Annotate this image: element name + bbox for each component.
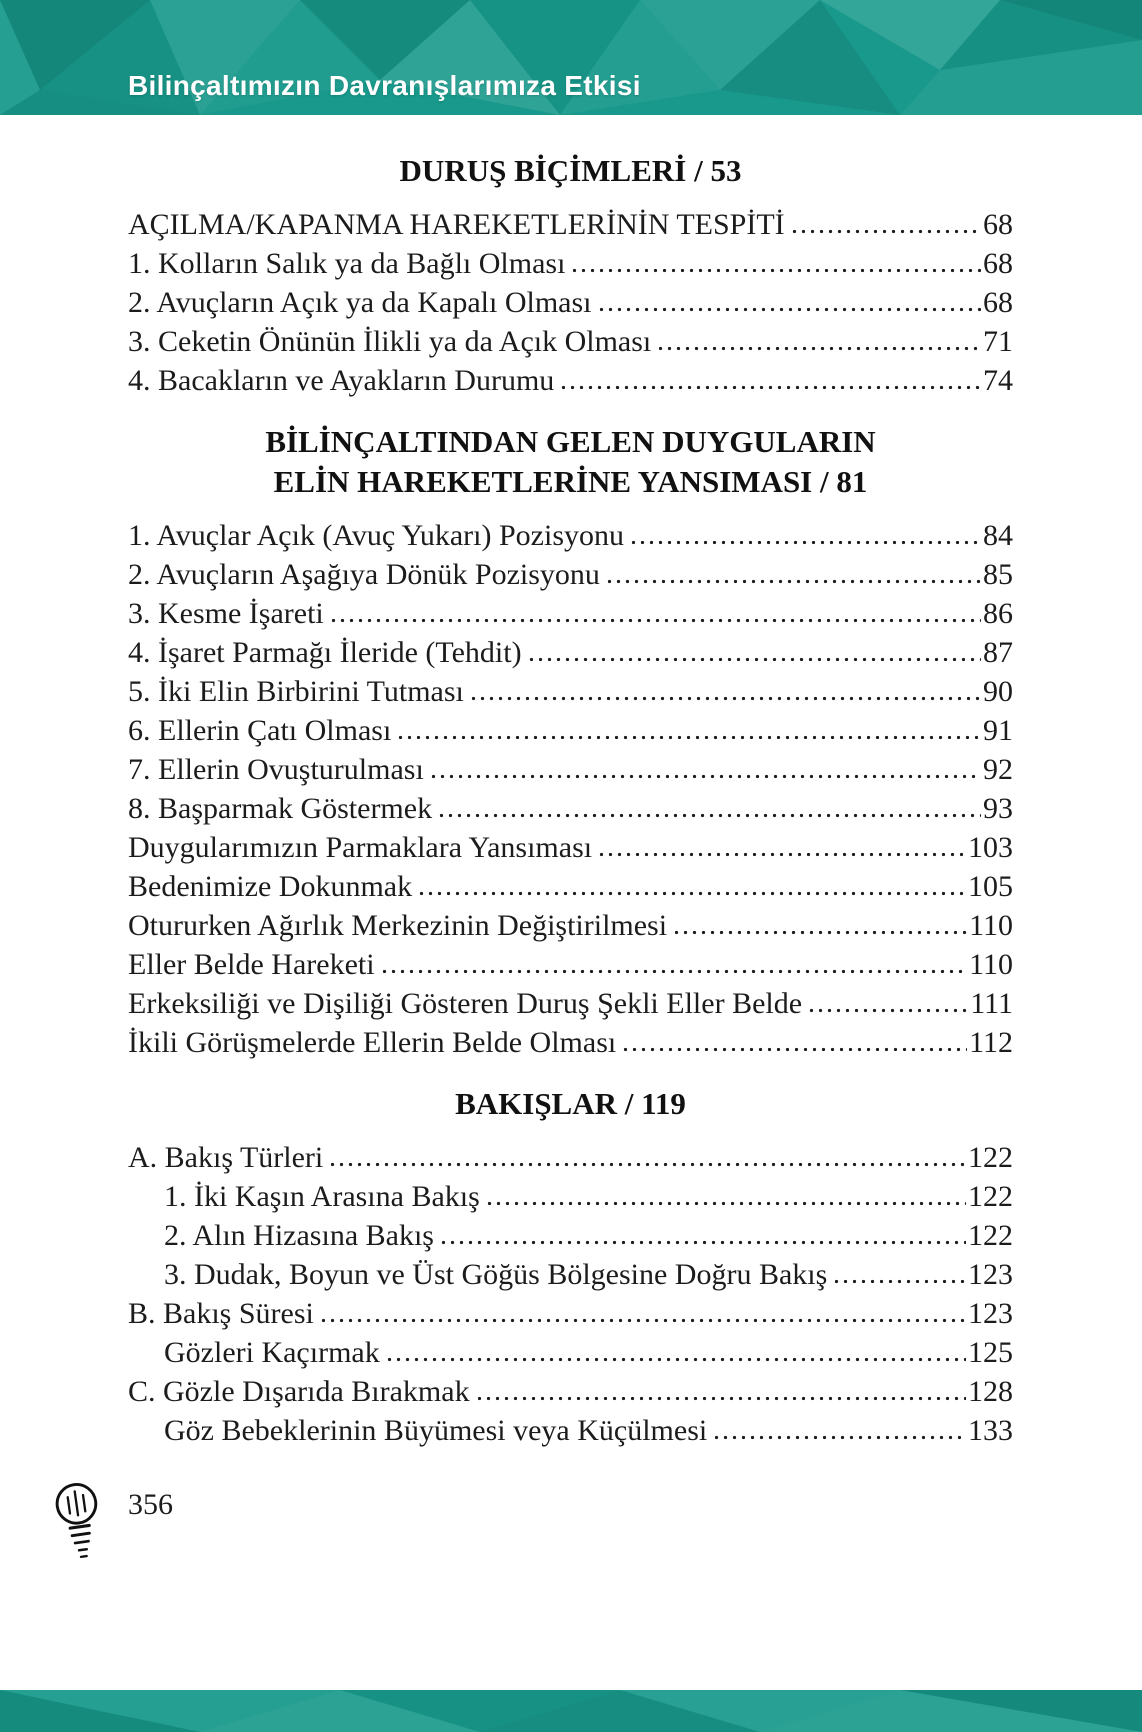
toc-entry	[128, 1372, 1013, 1411]
toc-entry-label: B. Bakış Süresi	[128, 1297, 314, 1330]
toc-entry-page: 85	[983, 558, 1013, 591]
toc-entry	[128, 1138, 1013, 1177]
toc-section-heading: BAKIŞLAR / 119	[455, 1086, 686, 1121]
page-number: 356	[128, 1488, 173, 1521]
toc-section-heading: BİLİNÇALTINDAN GELEN DUYGULARIN ELİN HAREKETLERİNE YANSIMASI / 81	[265, 424, 876, 499]
toc-entry	[128, 1333, 1013, 1372]
toc-entry	[128, 672, 1013, 711]
dot-leader	[570, 244, 981, 283]
toc-entry-label: İkili Görüşmelerde Ellerin Belde Olması	[128, 1026, 617, 1059]
toc-entry	[128, 945, 1013, 984]
toc-entry-page: 86	[983, 597, 1013, 630]
toc-entry-label: A. Bakış Türleri	[128, 1141, 324, 1174]
toc-entry	[128, 322, 1013, 361]
toc-entry-page: 93	[983, 792, 1013, 825]
toc-entry-page: 123	[968, 1297, 1013, 1330]
dot-leader	[656, 322, 981, 361]
toc-entry	[128, 1411, 1013, 1450]
toc-entry-page: 92	[983, 753, 1013, 786]
toc-entry-page: 122	[968, 1141, 1013, 1174]
toc-entry-page: 110	[969, 909, 1013, 942]
dot-leader	[469, 672, 981, 711]
dot-leader	[380, 945, 968, 984]
page-header-band	[0, 0, 1142, 115]
lightbulb-logo-icon	[50, 1476, 108, 1568]
toc-entry-label: AÇILMA/KAPANMA HAREKETLERİNİN TESPİTİ	[128, 208, 785, 241]
toc-entry	[128, 1255, 1013, 1294]
dot-leader	[790, 205, 981, 244]
toc-entry-label: 3. Ceketin Önünün İlikli ya da Açık Olması	[128, 325, 652, 358]
toc-entry-label: 3. Dudak, Boyun ve Üst Göğüs Bölgesine Doğru Bakış	[164, 1258, 828, 1291]
toc-entry-label: 1. İki Kaşın Arasına Bakış	[164, 1180, 480, 1213]
dot-leader	[597, 828, 966, 867]
toc-entry-page: 68	[983, 208, 1013, 241]
toc-entry-label: 2. Avuçların Aşağıya Dönük Pozisyonu	[128, 558, 600, 591]
toc-entry-label: 8. Başparmak Göstermek	[128, 792, 433, 825]
toc-entry	[128, 516, 1013, 555]
toc-entry-page: 122	[968, 1219, 1013, 1252]
toc-entry-label: 2. Avuçların Açık ya da Kapalı Olması	[128, 286, 592, 319]
toc-entry	[128, 1216, 1013, 1255]
toc-entry-label: 7. Ellerin Ovuşturulması	[128, 753, 424, 786]
toc-entry-label: Bedenimize Dokunmak	[128, 870, 413, 903]
toc-entry	[128, 244, 1013, 283]
toc-entry-label: 2. Alın Hizasına Bakış	[164, 1219, 434, 1252]
dot-leader	[712, 1411, 966, 1450]
toc-entry-label: Göz Bebeklerinin Büyümesi veya Küçülmesi	[164, 1414, 708, 1447]
toc-entry-page: 103	[968, 831, 1013, 864]
dot-leader	[629, 516, 981, 555]
toc-entry-label: 5. İki Elin Birbirini Tutması	[128, 675, 464, 708]
dot-leader	[385, 1333, 966, 1372]
toc-entry	[128, 828, 1013, 867]
toc-entry	[128, 711, 1013, 750]
page-bottom-band	[0, 1690, 1142, 1732]
toc-entry-page: 133	[968, 1414, 1013, 1447]
toc-entry	[128, 984, 1013, 1023]
toc-entry-page: 123	[968, 1258, 1013, 1291]
toc-entry	[128, 1177, 1013, 1216]
toc-entry-page: 111	[970, 987, 1013, 1020]
toc-section-heading: DURUŞ BİÇİMLERİ / 53	[399, 153, 742, 188]
dot-leader	[437, 789, 981, 828]
toc-entry-page: 110	[969, 948, 1013, 981]
toc-entry-page: 87	[983, 636, 1013, 669]
dot-leader	[417, 867, 966, 906]
toc-entry-label: 6. Ellerin Çatı Olması	[128, 714, 392, 747]
toc-entry-page: 74	[983, 364, 1013, 397]
page-footer	[0, 1476, 300, 1570]
dot-leader	[319, 1294, 966, 1333]
toc-entry-page: 90	[983, 675, 1013, 708]
toc-entry	[128, 205, 1013, 244]
dot-leader	[559, 361, 981, 400]
toc-entry-label: 1. Avuçlar Açık (Avuç Yukarı) Pozisyonu	[128, 519, 625, 552]
dot-leader	[807, 984, 968, 1023]
toc-entry-page: 68	[983, 286, 1013, 319]
toc-entry-label: 4. Bacakların ve Ayakların Durumu	[128, 364, 555, 397]
toc-entry	[128, 283, 1013, 322]
dot-leader	[429, 750, 981, 789]
dot-leader	[527, 633, 981, 672]
toc-entry	[128, 867, 1013, 906]
dot-leader	[439, 1216, 966, 1255]
toc-entry-label: Gözleri Kaçırmak	[164, 1336, 380, 1369]
toc-entry-page: 122	[968, 1180, 1013, 1213]
toc-entry-label: Eller Belde Hareketi	[128, 948, 375, 981]
toc-entry	[128, 555, 1013, 594]
toc-entry-page: 112	[969, 1026, 1013, 1059]
bottom-geometric-pattern	[0, 1690, 1142, 1732]
toc-entry-label: 4. İşaret Parmağı İleride (Tehdit)	[128, 636, 522, 669]
dot-leader	[605, 555, 981, 594]
dot-leader	[396, 711, 981, 750]
toc-entry	[128, 1023, 1013, 1062]
toc-entry-page: 84	[983, 519, 1013, 552]
toc-entry-label: 1. Kolların Salık ya da Bağlı Olması	[128, 247, 566, 280]
toc-entry-page: 128	[968, 1375, 1013, 1408]
dot-leader	[832, 1255, 966, 1294]
toc-entry	[128, 361, 1013, 400]
toc-entry	[128, 1294, 1013, 1333]
table-of-contents	[0, 115, 1142, 1450]
toc-entry	[128, 789, 1013, 828]
toc-entry	[128, 906, 1013, 945]
dot-leader	[329, 594, 981, 633]
dot-leader	[475, 1372, 966, 1411]
dot-leader	[485, 1177, 966, 1216]
toc-entry-label: Otururken Ağırlık Merkezinin Değiştirilmesi	[128, 909, 668, 942]
toc-entry-page: 91	[983, 714, 1013, 747]
toc-entry-page: 125	[968, 1336, 1013, 1369]
running-header-title: Bilinçaltımızın Davranışlarımıza Etkisi	[128, 70, 641, 101]
dot-leader	[328, 1138, 966, 1177]
dot-leader	[672, 906, 967, 945]
toc-entry	[128, 594, 1013, 633]
toc-entry-page: 105	[968, 870, 1013, 903]
toc-entry	[128, 633, 1013, 672]
toc-entry-page: 71	[983, 325, 1013, 358]
toc-entry-label: Duygularımızın Parmaklara Yansıması	[128, 831, 593, 864]
toc-entry-label: Erkeksiliği ve Dişiliği Gösteren Duruş Şekli Eller Belde	[128, 987, 803, 1020]
toc-entry-page: 68	[983, 247, 1013, 280]
dot-leader	[597, 283, 982, 322]
toc-entry-label: C. Gözle Dışarıda Bırakmak	[128, 1375, 470, 1408]
toc-entry-label: 3. Kesme İşareti	[128, 597, 324, 630]
dot-leader	[621, 1023, 967, 1062]
toc-entry	[128, 750, 1013, 789]
